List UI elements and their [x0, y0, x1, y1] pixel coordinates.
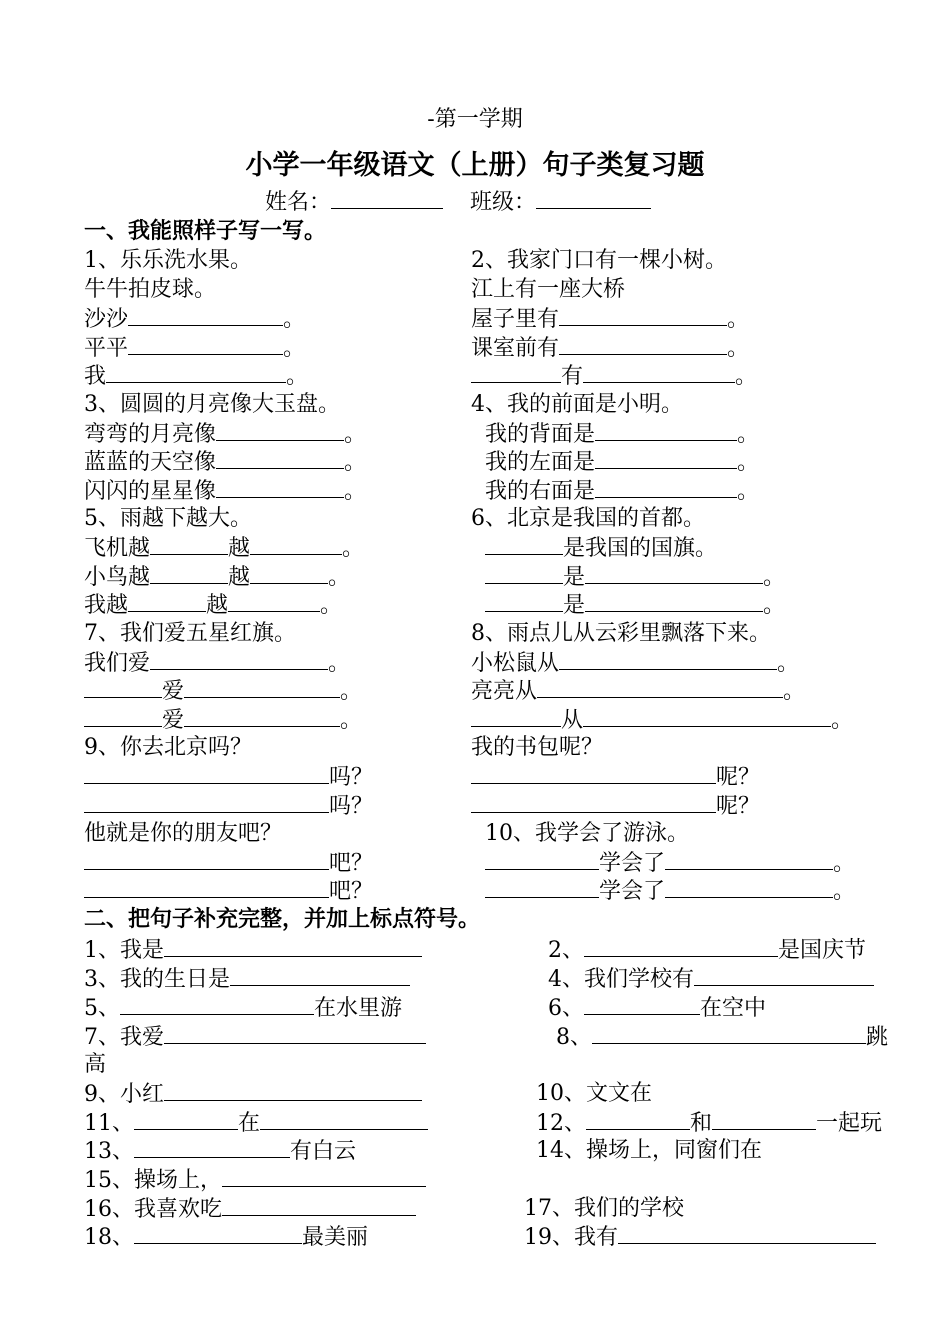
q5-b-mid: 越 [228, 565, 251, 590]
q3-a-prefix: 弯弯的月亮像 [84, 422, 217, 447]
q5-b-end: 。 [328, 565, 351, 590]
s2-item-16 [84, 1195, 416, 1223]
q8-line-b [471, 677, 805, 705]
q10-a-blank-1[interactable] [485, 849, 599, 870]
q10-b-end: 。 [833, 879, 856, 904]
q6-a-text: 是我国的国旗。 [563, 536, 718, 561]
q1-title: 1、乐乐洗水果。 [84, 248, 252, 273]
section-2-heading: 二、把句子补充完整，并加上标点符号。 [84, 907, 481, 932]
s2-item-4-blank[interactable] [694, 965, 874, 986]
s2-item-13 [84, 1137, 356, 1165]
q9-b-blank[interactable] [84, 792, 329, 813]
q9b-b-blank[interactable] [471, 792, 716, 813]
section-1-heading: 一、我能照样子写一写。 [84, 219, 327, 244]
q4-c-end: 。 [737, 479, 760, 504]
q8-c-blank-1[interactable] [471, 706, 561, 727]
q6-c-mid: 是 [563, 593, 586, 618]
q3-c-blank[interactable] [216, 477, 344, 498]
q5-b-blank-2[interactable] [250, 563, 328, 584]
s2-item-2 [548, 936, 866, 964]
q7-b-end: 。 [340, 679, 363, 704]
q1-b-prefix: 平平 [84, 336, 129, 361]
q7-c-mid: 爱 [162, 708, 185, 733]
term-label: -第一学期 [427, 107, 523, 132]
q6-line-c [485, 591, 785, 619]
q1-example: 牛牛拍皮球。 [84, 277, 217, 302]
q1-a-prefix: 沙沙 [84, 307, 129, 332]
q9-b-tail: 吗？ [329, 794, 374, 819]
s2-item-6 [548, 994, 766, 1022]
q5-line-c [84, 591, 342, 619]
q2-c-blank-2[interactable] [583, 362, 735, 383]
q7-c-end: 。 [340, 708, 363, 733]
q2-b-blank[interactable] [559, 334, 727, 355]
s2-item-19-blank[interactable] [618, 1223, 876, 1244]
q9-a-tail: 吗？ [329, 765, 374, 790]
q3-b-prefix: 蓝蓝的天空像 [84, 450, 217, 475]
q5-c-prefix: 我越 [84, 593, 129, 618]
q3-c-prefix: 闪闪的星星像 [84, 479, 217, 504]
s2-item-13-label: 13、 [84, 1139, 134, 1164]
q2-c-mid: 有 [561, 364, 584, 389]
q5-a-blank-1[interactable] [150, 534, 228, 555]
q6-c-blank-1[interactable] [485, 591, 563, 612]
q9-c-blank[interactable] [84, 849, 329, 870]
s2-item-4 [548, 965, 874, 993]
q10-a-blank-2[interactable] [665, 849, 833, 870]
q4-a-blank[interactable] [595, 420, 737, 441]
s2-item-14: 14、操场上，同窗们在 [536, 1138, 762, 1163]
q8-b-prefix: 亮亮从 [471, 679, 538, 704]
s2-item-6-tail: 在空中 [700, 996, 767, 1021]
s2-item-15 [84, 1166, 426, 1194]
q9b-line-a [471, 763, 760, 791]
s2-item-12-label: 12、 [536, 1111, 586, 1136]
q7-line-b [84, 677, 362, 705]
q5-a-end: 。 [342, 536, 365, 561]
s2-item-16-label: 16、我喜欢吃 [84, 1197, 222, 1222]
q9-d-tail: 吧？ [329, 879, 374, 904]
q2-a-blank[interactable] [559, 305, 727, 326]
page-title: 小学一年级语文（上册）句子类复习题 [245, 150, 705, 181]
s2-item-5-label: 5、 [84, 996, 120, 1021]
q4-title: 4、我的前面是小明。 [471, 392, 683, 417]
s2-item-8-wrap: 高 [84, 1052, 107, 1077]
q4-line-c [485, 477, 759, 505]
q5-a-mid: 越 [228, 536, 251, 561]
s2-item-1-blank[interactable] [164, 936, 422, 957]
q4-line-a [485, 420, 759, 448]
q9-line-b [84, 792, 373, 820]
s2-item-15-blank[interactable] [222, 1166, 426, 1187]
q7-b-blank-1[interactable] [84, 677, 162, 698]
q2-line-c [471, 362, 757, 390]
q6-line-b [485, 563, 785, 591]
s2-item-19 [524, 1223, 876, 1251]
s2-item-11 [84, 1109, 428, 1137]
s2-item-12-mid: 和 [690, 1111, 713, 1136]
q1-line-c [84, 362, 308, 390]
s2-item-12-blank-2[interactable] [712, 1109, 816, 1130]
s2-item-12-blank-1[interactable] [586, 1109, 690, 1130]
q7-line-c [84, 706, 362, 734]
s2-item-2-label: 2、 [548, 938, 584, 963]
q6-b-blank-1[interactable] [485, 563, 563, 584]
q9-line-a [84, 763, 373, 791]
q7-a-end: 。 [328, 651, 351, 676]
q4-line-b [485, 448, 759, 476]
q1-b-blank[interactable] [128, 334, 283, 355]
q3-b-end: 。 [344, 450, 367, 475]
q1-line-b [84, 334, 305, 362]
q8-b-end: 。 [783, 679, 806, 704]
s2-item-13-blank[interactable] [134, 1137, 290, 1158]
s2-item-3-label: 3、我的生日是 [84, 967, 230, 992]
q9-title: 9、你去北京吗？ [84, 735, 252, 760]
q5-c-mid: 越 [206, 593, 229, 618]
q6-c-blank-2[interactable] [585, 591, 763, 612]
s2-item-12 [536, 1109, 882, 1137]
s2-item-8-tail: 跳 [866, 1025, 889, 1050]
q3-line-a [84, 420, 366, 448]
class-field-row [470, 188, 651, 216]
s2-item-1 [84, 936, 422, 964]
q2-line-b [471, 334, 749, 362]
q9b-line-b [471, 792, 760, 820]
s2-item-7 [84, 1023, 426, 1051]
s2-item-1-label: 1、我是 [84, 938, 164, 963]
q8-title: 8、雨点儿从云彩里飘落下来。 [471, 621, 771, 646]
q7-a-blank[interactable] [150, 649, 328, 670]
q9b-title: 我的书包呢？ [471, 735, 604, 760]
s2-item-15-label: 15、操场上， [84, 1168, 222, 1193]
q10-line-a [485, 849, 855, 877]
q9-title-2: 他就是你的朋友吧？ [84, 821, 283, 846]
q3-a-end: 。 [344, 422, 367, 447]
q10-b-mid: 学会了 [599, 879, 666, 904]
q5-b-prefix: 小鸟越 [84, 565, 151, 590]
q9b-b-tail: 呢？ [716, 794, 761, 819]
name-field-row [265, 188, 443, 216]
q2-line-a [471, 305, 749, 333]
s2-item-10: 10、文文在 [536, 1081, 652, 1106]
s2-item-8-label: 8、 [556, 1025, 592, 1050]
s2-item-6-blank[interactable] [584, 994, 700, 1015]
q3-title: 3、圆圆的月亮像大玉盘。 [84, 392, 340, 417]
q1-a-end: 。 [283, 307, 306, 332]
q2-example: 江上有一座大桥 [471, 277, 626, 302]
q1-a-blank[interactable] [128, 305, 283, 326]
q2-b-prefix: 课室前有 [471, 336, 560, 361]
s2-item-9-label: 9、小红 [84, 1082, 164, 1107]
s2-item-3 [84, 965, 410, 993]
q8-line-c [471, 706, 853, 734]
s2-item-12-tail: 一起玩 [816, 1111, 883, 1136]
q8-a-end: 。 [777, 651, 800, 676]
q5-c-blank-2[interactable] [228, 591, 320, 612]
s2-item-5-tail: 在水里游 [314, 996, 403, 1021]
q2-a-prefix: 屋子里有 [471, 307, 560, 332]
s2-item-3-blank[interactable] [230, 965, 410, 986]
s2-item-6-label: 6、 [548, 996, 584, 1021]
q5-line-a [84, 534, 364, 562]
q8-c-blank-2[interactable] [583, 706, 831, 727]
q5-line-b [84, 563, 350, 591]
q4-b-end: 。 [737, 450, 760, 475]
s2-item-11-label: 11、 [84, 1111, 134, 1136]
q4-c-blank[interactable] [595, 477, 737, 498]
name-blank[interactable] [331, 188, 443, 209]
s2-item-9-blank[interactable] [164, 1080, 422, 1101]
q7-c-blank-1[interactable] [84, 706, 162, 727]
q10-title: 10、我学会了游泳。 [485, 821, 689, 846]
q1-c-prefix: 我 [84, 364, 107, 389]
q5-b-blank-1[interactable] [150, 563, 228, 584]
q4-a-end: 。 [737, 422, 760, 447]
q10-a-end: 。 [833, 851, 856, 876]
q8-a-blank[interactable] [559, 649, 777, 670]
q5-c-end: 。 [320, 593, 343, 618]
s2-item-7-label: 7、我爱 [84, 1025, 164, 1050]
q9-c-tail: 吧？ [329, 851, 374, 876]
s2-item-11-mid: 在 [238, 1111, 261, 1136]
q8-c-end: 。 [831, 708, 854, 733]
q2-a-end: 。 [727, 307, 750, 332]
s2-item-5-blank[interactable] [120, 994, 314, 1015]
q5-c-blank-1[interactable] [128, 591, 206, 612]
q3-line-c [84, 477, 366, 505]
q8-c-mid: 从 [561, 708, 584, 733]
s2-item-4-label: 4、我们学校有 [548, 967, 694, 992]
q6-c-end: 。 [763, 593, 786, 618]
s2-item-7-blank[interactable] [164, 1023, 426, 1044]
s2-item-18-tail: 最美丽 [302, 1225, 369, 1250]
q6-title: 6、北京是我国的首都。 [471, 506, 705, 531]
name-label: 姓名： [265, 190, 332, 215]
q8-b-blank[interactable] [537, 677, 783, 698]
class-label: 班级： [470, 190, 537, 215]
q4-a-prefix: 我的背面是 [485, 422, 596, 447]
s2-item-16-blank[interactable] [222, 1195, 416, 1216]
q6-a-blank[interactable] [485, 534, 563, 555]
s2-item-18 [84, 1223, 368, 1251]
s2-item-18-label: 18、 [84, 1225, 134, 1250]
q5-title: 5、雨越下越大。 [84, 506, 252, 531]
s2-item-17: 17、我们的学校 [524, 1196, 684, 1221]
q10-a-mid: 学会了 [599, 851, 666, 876]
q2-b-end: 。 [727, 336, 750, 361]
q9-d-blank[interactable] [84, 877, 329, 898]
q5-a-blank-2[interactable] [250, 534, 342, 555]
s2-item-19-label: 19、我有 [524, 1225, 618, 1250]
q8-a-prefix: 小松鼠从 [471, 651, 560, 676]
q6-b-end: 。 [763, 565, 786, 590]
s2-item-11-blank-2[interactable] [260, 1109, 428, 1130]
q9-line-c [84, 849, 373, 877]
q1-c-blank[interactable] [106, 362, 286, 383]
q9b-a-tail: 呢？ [716, 765, 761, 790]
s2-item-5 [84, 994, 402, 1022]
q4-c-prefix: 我的右面是 [485, 479, 596, 504]
q3-b-blank[interactable] [216, 448, 344, 469]
q9-line-d [84, 877, 373, 905]
q4-b-prefix: 我的左面是 [485, 450, 596, 475]
q9b-a-blank[interactable] [471, 763, 716, 784]
q7-title: 7、我们爱五星红旗。 [84, 621, 296, 646]
s2-item-2-tail: 是国庆节 [778, 938, 867, 963]
q6-b-mid: 是 [563, 565, 586, 590]
q10-b-blank-1[interactable] [485, 877, 599, 898]
q7-line-a [84, 649, 350, 677]
s2-item-9 [84, 1080, 422, 1108]
q7-a-prefix: 我们爱 [84, 651, 151, 676]
q6-line-a [485, 534, 717, 562]
s2-item-11-blank-1[interactable] [134, 1109, 238, 1130]
q9-a-blank[interactable] [84, 763, 329, 784]
q6-b-blank-2[interactable] [585, 563, 763, 584]
q1-c-end: 。 [286, 364, 309, 389]
q2-c-end: 。 [735, 364, 758, 389]
s2-item-8-blank[interactable] [592, 1023, 866, 1044]
q7-c-blank-2[interactable] [184, 706, 340, 727]
s2-item-18-blank[interactable] [134, 1223, 302, 1244]
q5-a-prefix: 飞机越 [84, 536, 151, 561]
q7-b-mid: 爱 [162, 679, 185, 704]
q8-line-a [471, 649, 799, 677]
class-blank[interactable] [536, 188, 651, 209]
q4-b-blank[interactable] [595, 448, 737, 469]
q3-a-blank[interactable] [216, 420, 344, 441]
s2-item-13-tail: 有白云 [290, 1139, 357, 1164]
q10-line-b [485, 877, 855, 905]
q3-line-b [84, 448, 366, 476]
q10-b-blank-2[interactable] [665, 877, 833, 898]
s2-item-8 [556, 1023, 888, 1051]
q2-title: 2、我家门口有一棵小树。 [471, 248, 727, 273]
q3-c-end: 。 [344, 479, 367, 504]
q7-b-blank-2[interactable] [184, 677, 340, 698]
s2-item-2-blank[interactable] [584, 936, 778, 957]
q2-c-blank-1[interactable] [471, 362, 561, 383]
q1-line-a [84, 305, 305, 333]
q1-b-end: 。 [283, 336, 306, 361]
